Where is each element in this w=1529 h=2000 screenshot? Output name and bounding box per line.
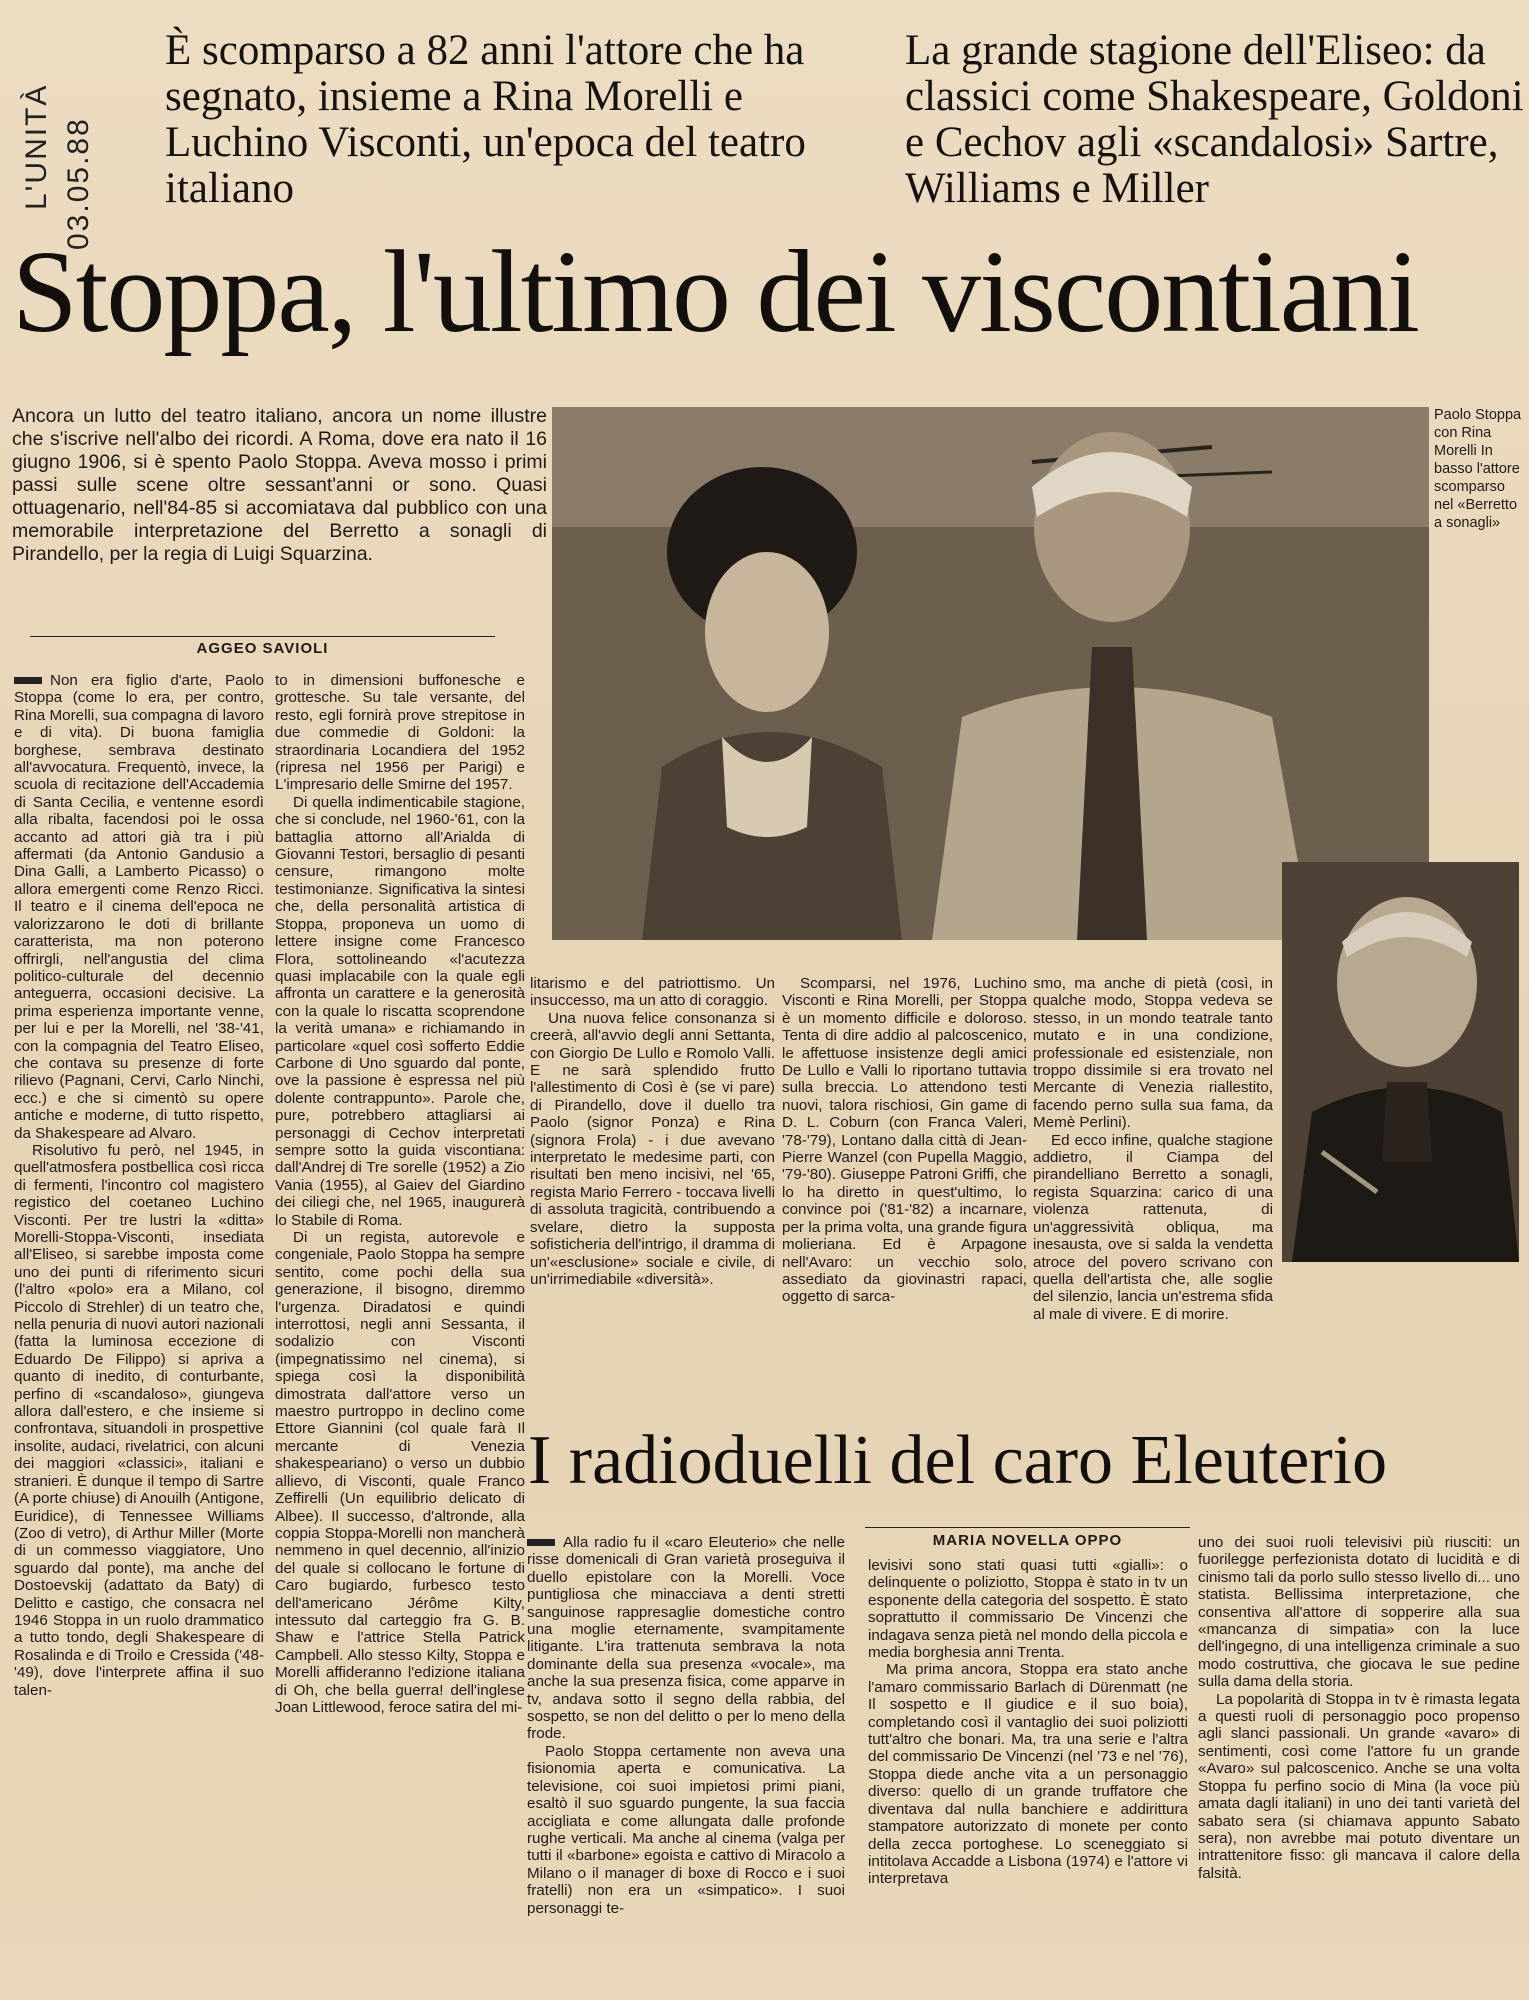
photo-stoppa-portrait-image	[1282, 862, 1519, 1262]
photo-caption: Paolo Stoppa con Rina Morelli In basso l'attore scomparso nel «Berretto a sonagli»	[1434, 407, 1522, 531]
byline2-rule	[865, 1527, 1190, 1528]
article1-col1-para-2: Risolutivo fu però, nel 1945, in quell'atmosfera postbellica così ricca di fermenti, l'incontro col magistero registico del coetaneo Luchino Visconti. Per tre lustri la «ditta» Morelli-Stoppa-Visconti, insediata all'Eliseo, si sarebbe imposta come uno dei punti di riferimento sicuri (l'altro «polo» era a Milano, col Piccolo di Strehler) di un teatro che, nella penuria di nuovi autori nazionali (fatta la luminosa eccezione di Eduardo De Filippo) si apriva a quanto di inedito, di conturbante, perfino di «scandaloso», giungeva allora dall'estero, e che insieme si confrontava, situandoli in prospettive insolite, audaci, rivelatrici, con alcuni dei maggiori «classici», italiani e stranieri. È dunque il tempo di Sartre (A porte chiuse) di Anouilh (Antigone, Euridice), di Tennessee Williams (Zoo di vetro), di Arthur Miller (Morte di un commesso viaggiatore, Uno sguardo dal ponte), ma anche del Dostoevskij (adattato da Baty) di Delitto e castigo, che consacra nel 1946 Stoppa in un ruolo drammatico a tutto tondo, degli Shakespeare di Rosalinda e di Troilo e Cressida ('48-'49), dove l'interprete affina il suo talen-	[14, 1141, 264, 1699]
date-stamp	[20, 40, 95, 250]
article1-col5-para-2: Ed ecco infine, qualche stagione addietro, il Ciampa del pirandelliano Berretto a sonagli, regista Squarzina: carico di una violenza rattenuta, di un'aggressività obliqua, ma inesausta, ove si salda la vendetta atroce del povero scrivano con quella dell'artista che, alle soglie del silenzio, lancia un'estrema sfida al male di vivere. E di morire.	[1033, 1131, 1273, 1323]
article2-column-3	[1198, 1534, 1520, 1994]
article1-column-4	[782, 975, 1027, 1395]
main-headline: Stoppa, l'ultimo dei viscontiani	[12, 226, 1418, 357]
byline1-rule	[30, 636, 495, 637]
photo-stoppa-morelli	[552, 407, 1429, 940]
byline-aggeo-savioli: AGGEO SAVIOLI	[196, 640, 329, 657]
photo-stoppa-morelli-image	[552, 407, 1429, 940]
article1-column-3	[530, 975, 775, 1395]
article1-col3-para-2: Una nuova felice consonanza si creerà, all'avvio degli anni Settanta, con Giorgio De Lullo e Romolo Valli. E ne sarà splendido frutto l'allestimento di Così è (se vi pare) di Pirandello, dove il duello tra Paolo (signor Ponza) e Rina (signora Frola) - i due avevano interpretato le medesime parti, con risultati ben meno incisivi, nel '65, regista Mario Ferrero - toccava livelli di assoluta tragicità, contribuendo a svelare, dietro la supposta sofisticheria dell'intrigo, il dramma di un'«esclusione» sociale e civile, di un'irrimediabile «diversità».	[530, 1009, 775, 1288]
stamp-date: 03.05.88	[62, 117, 95, 250]
article2-col2-para-1: levisivi sono stati quasi tutti «gialli»: o delinquente o poliziotto, Stoppa è stato in tv un esponente della categoria del sospetto. È stato soprattutto il commissario De Vincenzi che indagava senza pietà nel mondo della piccola e media borghesia anni Trenta.	[868, 1557, 1188, 1662]
article2-column-2	[868, 1557, 1188, 1994]
article2-col1-para-2: Paolo Stoppa certamente non aveva una fisionomia aperta e comunicativa. La televisione, coi suoi impietosi primi piani, esaltò il suo sguardo pungente, la sua faccia accigliata e come allungata dalle profonde rughe verticali. Ma anche al cinema (valga per tutti il «barbone» egoista e cattivo di Miracolo a Milano o il manager di boxe di Rocco e i suoi fratelli) non era un «simpatico». I suoi personaggi te-	[527, 1742, 845, 1917]
article1-col2-para-1: to in dimensioni buffonesche e grottesche. Su tale versante, del resto, egli fornirà prove strepitose in due commedie di Goldoni: la straordinaria Locandiera del 1952 (ripresa nel 1956 per Parigi) e L'impresario delle Smirne del 1957.	[275, 672, 525, 794]
second-headline: I radioduelli del caro Eleuterio	[528, 1422, 1388, 1499]
article1-col5-para-1: smo, ma anche di pietà (così, in qualche modo, Stoppa vedeva se stesso, in un mondo teatrale tanto mutato e in una condizione, professionale ed esistenziale, non troppo dissimile si era trovato nel Mercante di Venezia riallestito, facendo perno sulla sua fama, da Memè Perlini).	[1033, 975, 1273, 1132]
paragraph-bullet-icon	[527, 1539, 555, 1546]
paragraph-bullet-icon	[14, 677, 42, 684]
article1-column-1	[14, 672, 264, 1992]
article1-column-5	[1033, 975, 1273, 1395]
byline-maria-novella-oppo: MARIA NOVELLA OPPO	[932, 1532, 1123, 1549]
lead-paragraph: Ancora un lutto del teatro italiano, ancora un nome illustre che s'iscrive nell'albo dei ricordi. A Roma, dove era nato il 16 giugno 1906, si è spento Paolo Stoppa. Aveva mosso i primi passi sulle scene oltre sessant'anni or sono. Quasi ottuagenario, nell'84-85 si accomiatava dal pubblico con una memorabile interpretazione del Berretto a sonagli di Pirandello, per la regia di Luigi Squarzina.	[12, 405, 547, 565]
article1-col1-para-1: Non era figlio d'arte, Paolo Stoppa (come lo era, per contro, Rina Morelli, sua compagna di lavoro e di vita). Di buona famiglia borghese, sembrava destinato all'avvocatura. Frequentò, invece, la scuola di recitazione dell'Accademia di Santa Cecilia, e ventenne esordì alla ribalta, facendosi poi le ossa accanto ad attori già tra i più affermati (da Antonio Gandusio a Dina Galli, a Lamberto Picasso) o allora emergenti come Renzo Ricci. Il teatro e il cinema dell'epoca ne valorizzarono le doti di brillante caratterista, ma non poterono offrirgli, nell'angustia del clima politico-culturale del decennio anteguerra, occasioni decisive. La prima esperienza importante venne, per lui e per la Morelli, nel '38-'41, con la compagnia del Teatro Eliseo, che contava su presenze di forte rilievo (Pagnani, Cervi, Carlo Ninchi, ecc.) e che si cimentò su opere antiche e moderne, di tutto rispetto, da Shakespeare ad Alvaro.	[14, 672, 264, 1142]
article2-col3-para-1: uno dei suoi ruoli televisivi più riusciti: un fuorilegge perfezionista dotato di lucidità e di cinismo tali da porlo sullo stesso livello di... uno statista. Bellissima interpretazione, che consentiva all'attore di sopperire alla sua «mancanza di simpatia» con la luce dell'ingegno, di una intelligenza criminale a suo modo costruttiva, che giocava le sue pedine sulla dama della storia.	[1198, 1534, 1520, 1691]
kicker-left: È scomparso a 82 anni l'attore che ha segnato, insieme a Rina Morelli e Luchino Visconti, un'epoca del teatro italiano	[165, 27, 806, 212]
photo-stoppa-portrait	[1282, 862, 1519, 1262]
article1-column-2	[275, 672, 525, 1992]
kicker-right: La grande stagione dell'Eliseo: da classici come Shakespeare, Goldoni e Cechov agli «scandalosi» Sartre, Williams e Miller	[905, 27, 1524, 212]
article2-col3-para-2: La popolarità di Stoppa in tv è rimasta legata a questi ruoli di personaggio poco propenso agli slanci passionali. Un grande «avaro» di sentimenti, così come l'attore fu un grande «Avaro» sul palcoscenico. Anche se una volta Stoppa fu perfino socio di Mina (la voce più amata dagli italiani) in uno dei tanti varietà del sabato sera (si chiamava appunto Sabato sera), non avrebbe mai potuto diventare un intrattenitore fisso: gli mancava il calore della falsità.	[1198, 1690, 1520, 1882]
article2-col2-para-2: Ma prima ancora, Stoppa era stato anche l'amaro commissario Barlach di Dürenmatt (ne Il sospetto e Il giudice e il suo boia), completando così il vantaglio dei suoi poliziotti tutt'altro che bonari. Ma, tra una serie e l'altra del commissario De Vincenzi (nel '73 e nel '76), Stoppa diede anche vita a un personaggio diverso: quello di un grande truffatore che diventava dal nulla banchiere e addirittura stampatore autorizzato di monete per conto della zecca portoghese. Lo sceneggiato si intitolava Accadde a Lisbona (1974) e l'attore vi interpretava	[868, 1661, 1188, 1888]
article1-col4-para-1: Scomparsi, nel 1976, Luchino Visconti e Rina Morelli, per Stoppa è un momento difficile e doloroso. Tenta di dire addio al palcoscenico, le affettuose insistenze degli amici De Lullo e Valli lo riportano tuttavia sulla breccia. Lo attendono testi nuovi, talora rischiosi, Gin game di D. L. Coburn (con Franca Valeri, '78-'79), Lontano dalla città di Jean-Pierre Wanzel (con Pupella Maggio, '79-'80). Giuseppe Patroni Griffi, che lo ha diretto in quest'ultimo, lo convince poi ('81-'82) a incarnare, per la prima volta, una grande figura molieriana. Ed è Arpagone nell'Avaro: un vecchio solo, assediato da giovinastri rapaci, oggetto di sarca-	[782, 975, 1027, 1306]
stamp-source: L'UNITÀ	[20, 83, 53, 210]
article2-col1-para-1: Alla radio fu il «caro Eleuterio» che nelle risse domenicali di Gran varietà proseguiva il duello epistolare con la Morelli. Voce puntigliosa che minacciava a denti stretti sanguinose rappresaglie domestiche contro una moglie eternamente, svampitamente litigante. L'ira trattenuta sembrava la nota dominante della sua presenza «vocale», ma anche la sua presenza fisica, come apparve in tv, andava sotto il segno della rabbia, del sospetto, se non del delitto o per lo meno della frode.	[527, 1534, 845, 1743]
article1-col2-para-3: Di un regista, autorevole e congeniale, Paolo Stoppa ha sempre sentito, come pochi della sua generazione, il bisogno, diremmo l'urgenza. Diradatosi e quindi interrottosi, negli anni Sessanta, il sodalizio con Visconti (impegnatissimo nel cinema), si spiega così la disponibilità dimostrata dall'attore verso un maestro purtroppo in declino come Ettore Giannini (col quale farà Il mercante di Venezia shakespeariano) o verso un dubbio allievo, di Visconti, quale Franco Zeffirelli (Un equilibrio delicato di Albee). Il successo, d'altronde, alla coppia Stoppa-Morelli non mancherà nemmeno in quel decennio, all'inizio del quale si collocano le fortune di Caro bugiardo, furbesco testo dell'americano Jérôme Kilty, intessuto dal carteggio fra G. B. Shaw e l'attrice Stella Patrick Campbell. Allo stesso Kilty, Stoppa e Morelli affideranno l'edizione italiana di Oh, che bella guerra! dell'inglese Joan Littlewood, feroce satira del mi-	[275, 1229, 525, 1716]
article1-col2-para-2: Di quella indimenticabile stagione, che si conclude, nel 1960-'61, con la battaglia attorno all'Arialda di Giovanni Testori, bersaglio di pesanti censure, rimangono molte testimonianze. Significativa la sintesi che, della personalità artistica di Stoppa, proponeva un uomo di lettere insigne come Francesco Flora, sottolineando «l'acutezza quasi implacabile con la quale egli affronta un carattere e la generosità con la quale lo riscatta scoprendone la verità umana» e richiamando in particolare «quel così sofferto Eddie Carbone di Uno sguardo dal ponte, ove la passione è espressa nel più dolente contrappunto». Parole che, pure, potrebbero attagliarsi ai personaggi di Cechov interpretati sempre sotto la guida viscontiana: dall'Andrej di Tre sorelle (1952) a Zio Vania (1955), al Gaiev del Giardino dei ciliegi che, nel 1965, inaugurerà lo Stabile di Roma.	[275, 793, 525, 1229]
article2-column-1	[527, 1534, 845, 1994]
article1-col3-para-1: litarismo e del patriottismo. Un insuccesso, ma un atto di coraggio.	[530, 975, 775, 1010]
